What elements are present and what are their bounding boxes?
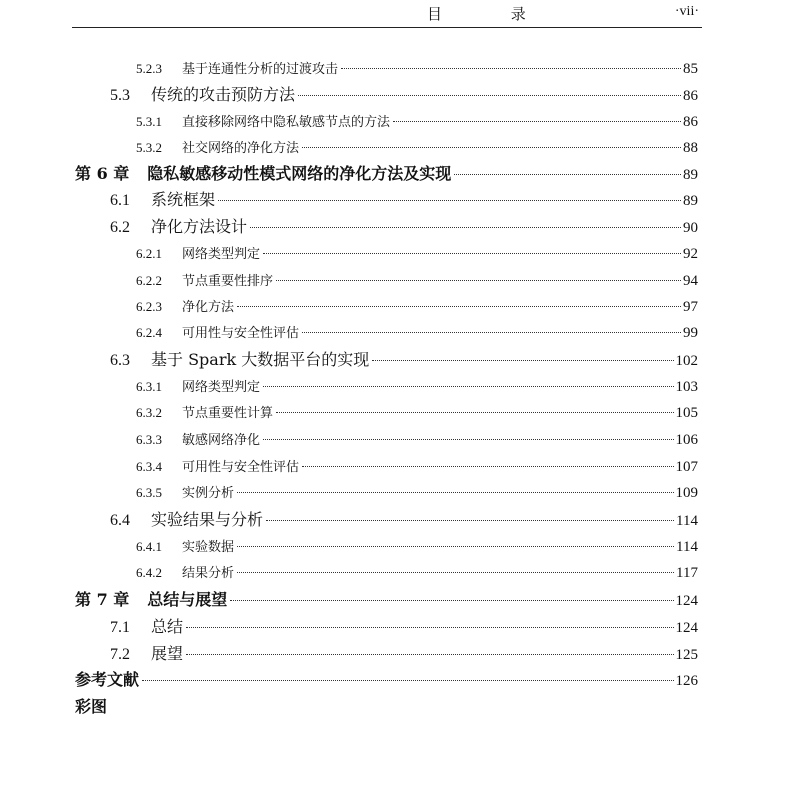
dot-leader — [298, 95, 681, 96]
page-number: 89 — [683, 167, 698, 183]
section-title: 节点重要性计算 — [182, 406, 274, 421]
dot-leader — [263, 386, 673, 387]
section-title: 总结 — [151, 617, 184, 636]
page-number: 88 — [683, 140, 698, 156]
page-number: 92 — [683, 246, 698, 262]
page-number: 106 — [675, 432, 698, 448]
section-title: 可用性与安全性评估 — [182, 460, 300, 475]
chapter-title: 隐私敏感移动性模式网络的净化方法及实现 — [147, 164, 452, 183]
page-number: 126 — [675, 673, 698, 689]
chapter-number: 第 6 章 — [75, 164, 130, 183]
toc-entry — [136, 270, 698, 290]
dot-leader — [263, 253, 681, 254]
toc-entry — [136, 402, 698, 422]
section-title: 实验结果与分析 — [151, 510, 264, 529]
section-number: 6.3.5 — [136, 485, 162, 500]
toc-entry — [110, 641, 698, 663]
toc-entry — [136, 296, 698, 316]
section-number: 6.2.4 — [136, 325, 162, 340]
toc-entry — [136, 456, 698, 476]
toc-chapter-entry — [75, 587, 698, 609]
dot-leader — [276, 280, 681, 281]
page-number: 90 — [683, 220, 698, 236]
dot-leader — [454, 174, 681, 175]
header-title: 目 录 — [427, 5, 558, 23]
page-number: 99 — [683, 325, 698, 341]
page-number: 124 — [675, 593, 698, 609]
toc-entry — [136, 376, 698, 396]
dot-leader — [250, 227, 681, 228]
section-title: 基于 Spark 大数据平台的实现 — [151, 350, 370, 369]
section-title: 网络类型判定 — [182, 380, 261, 395]
page-number: 97 — [683, 299, 698, 315]
section-number: 6.3 — [110, 352, 130, 369]
page-number: 102 — [675, 353, 698, 369]
section-number: 6.4.1 — [136, 539, 162, 554]
dot-leader — [302, 332, 681, 333]
dot-leader — [237, 492, 673, 493]
section-number: 6.4.2 — [136, 565, 162, 580]
page-number: 85 — [683, 61, 698, 77]
toc-chapter-entry — [75, 694, 698, 716]
dot-leader — [276, 412, 673, 413]
dot-leader — [263, 439, 673, 440]
chapter-title: 彩图 — [75, 697, 108, 716]
page-number: 86 — [683, 88, 698, 104]
header-page-number: ·vii· — [674, 4, 699, 19]
section-number: 6.1 — [110, 192, 130, 209]
dot-leader — [302, 147, 681, 148]
page-number: 94 — [683, 273, 698, 289]
section-number: 6.2.2 — [136, 273, 162, 288]
section-title: 网络类型判定 — [182, 247, 261, 262]
dot-leader — [218, 200, 681, 201]
section-number: 6.3.4 — [136, 459, 162, 474]
toc-entry — [136, 322, 698, 342]
chapter-title: 总结与展望 — [147, 590, 228, 609]
section-number: 6.4 — [110, 512, 130, 529]
toc-entry — [136, 562, 698, 582]
toc-entry — [136, 137, 698, 157]
toc-chapter-entry — [75, 667, 698, 689]
toc-entry — [136, 111, 698, 131]
section-title: 实验数据 — [182, 540, 235, 555]
page-number: 114 — [676, 539, 698, 555]
section-title: 净化方法设计 — [151, 217, 248, 236]
page-number: 89 — [683, 193, 698, 209]
section-title: 基于连通性分析的过渡攻击 — [182, 62, 339, 77]
dot-leader — [186, 627, 673, 628]
toc-entry — [136, 482, 698, 502]
section-title: 敏感网络净化 — [182, 433, 261, 448]
section-title: 展望 — [151, 644, 184, 663]
section-number: 5.2.3 — [136, 61, 162, 76]
toc-entry — [110, 507, 698, 529]
page-number: 103 — [675, 379, 698, 395]
dot-leader — [237, 572, 674, 573]
section-number: 6.2.1 — [136, 246, 162, 261]
section-number: 6.3.1 — [136, 379, 162, 394]
section-title: 实例分析 — [182, 486, 235, 501]
section-number: 5.3.1 — [136, 114, 162, 129]
toc-entry — [110, 214, 698, 236]
section-title: 直接移除网络中隐私敏感节点的方法 — [182, 115, 391, 130]
dot-leader — [302, 466, 673, 467]
page-number: 125 — [675, 647, 698, 663]
page-number: 107 — [675, 459, 698, 475]
dot-leader — [372, 360, 673, 361]
dot-leader — [341, 68, 681, 69]
section-number: 6.2.3 — [136, 299, 162, 314]
section-title: 传统的攻击预防方法 — [151, 85, 296, 104]
page-number: 109 — [675, 485, 698, 501]
section-number: 7.2 — [110, 646, 130, 663]
section-number: 5.3 — [110, 87, 130, 104]
section-number: 6.3.3 — [136, 432, 162, 447]
section-number: 5.3.2 — [136, 140, 162, 155]
toc-entry — [110, 82, 698, 104]
section-title: 净化方法 — [182, 300, 235, 315]
section-title: 系统框架 — [151, 190, 216, 209]
section-title: 可用性与安全性评估 — [182, 326, 300, 341]
toc-chapter-entry — [75, 161, 698, 183]
toc-entry — [110, 347, 698, 369]
page-number: 105 — [675, 405, 698, 421]
toc-entry — [110, 187, 698, 209]
dot-leader — [393, 121, 681, 122]
section-title: 节点重要性排序 — [182, 274, 274, 289]
running-header — [72, 0, 702, 28]
chapter-title: 参考文献 — [75, 670, 140, 689]
dot-leader — [142, 680, 673, 681]
dot-leader — [186, 654, 673, 655]
toc-entry — [136, 429, 698, 449]
page-number: 117 — [676, 565, 698, 581]
page-number: 114 — [676, 513, 698, 529]
chapter-number: 第 7 章 — [75, 590, 130, 609]
toc-entry — [136, 536, 698, 556]
section-number: 7.1 — [110, 619, 130, 636]
section-title: 社交网络的净化方法 — [182, 141, 300, 156]
page-number: 86 — [683, 114, 698, 130]
section-title: 结果分析 — [182, 566, 235, 581]
dot-leader — [230, 600, 673, 601]
dot-leader — [237, 306, 681, 307]
dot-leader — [237, 546, 674, 547]
section-number: 6.3.2 — [136, 405, 162, 420]
toc-entry — [136, 243, 698, 263]
toc-entry — [110, 614, 698, 636]
dot-leader — [266, 520, 674, 521]
toc-entry — [136, 58, 698, 78]
page-number: 124 — [675, 620, 698, 636]
section-number: 6.2 — [110, 219, 130, 236]
